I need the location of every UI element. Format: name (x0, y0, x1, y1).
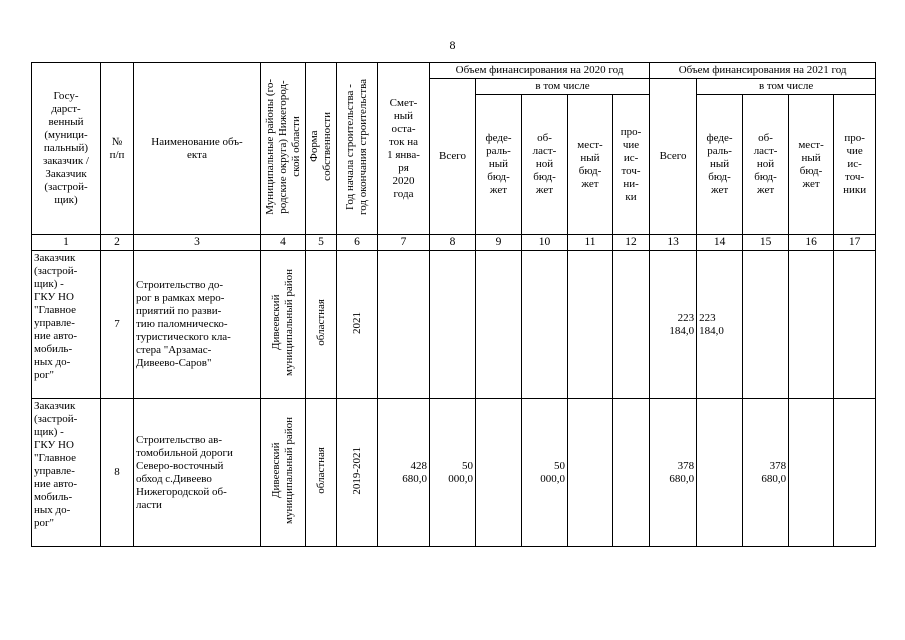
column-numbers-row (32, 235, 876, 251)
header-object-name: Наименование объ- екта (134, 63, 261, 235)
header-total-2021: Всего (650, 79, 697, 235)
col-number: 4 (261, 235, 306, 251)
col-number: 6 (337, 235, 378, 251)
col-number: 3 (134, 235, 261, 251)
row-other-2020 (613, 399, 650, 547)
header-regional-2021: об- ласт- ной бюд- жет (743, 95, 789, 235)
header-years: Год начала строительства - год окончания строительства (344, 78, 369, 215)
header-regional-2020: об- ласт- ной бюд- жет (522, 95, 568, 235)
row-local-2021 (789, 251, 834, 399)
header-federal-2020: феде- раль- ный бюд- жет (476, 95, 522, 235)
row-local-2020 (568, 399, 613, 547)
header-local-2021: мест- ный бюд- жет (789, 95, 834, 235)
col-number: 7 (378, 235, 430, 251)
row-object-name: Строительство до- рог в рамках меро- приятий по разви- тию паломническо- туристического кла- стера "Арзамас- Дивеево-Саров" (134, 251, 261, 399)
col-number: 13 (650, 235, 697, 251)
row-regional-2020 (522, 251, 568, 399)
header-federal-2021: феде- раль- ный бюд- жет (697, 95, 743, 235)
header-estimate: Смет- ный остa- ток на 1 янва- ря 2020 года (378, 63, 430, 235)
row-years-cell (337, 399, 378, 547)
row-estimate: 428 680,0 (378, 399, 430, 547)
col-number: 1 (32, 235, 101, 251)
row-estimate (378, 251, 430, 399)
row-local-2020 (568, 251, 613, 399)
row-customer: Заказчик (застрой- щик) - ГКУ НО "Главное управле- ние авто- мобиль- ных до- рог" (32, 251, 101, 399)
row-ownership: областная (314, 447, 327, 494)
header-district: Муниципальные районы (го- родские округа) Нижегород- ской области (263, 78, 302, 215)
col-number: 15 (743, 235, 789, 251)
row-federal-2020 (476, 251, 522, 399)
col-number: 9 (476, 235, 522, 251)
row-ownership: областная (314, 299, 327, 346)
page-number: 8 (449, 38, 456, 52)
col-number: 11 (568, 235, 613, 251)
header-customer: Госу- дарст- венный (муници- пальный) заказчик / Заказчик (застрой- щик) (32, 63, 101, 235)
col-number: 14 (697, 235, 743, 251)
header-other-2020: про- чие ис- точ- ни- ки (613, 95, 650, 235)
header-fin-2021: Объем финансирования на 2021 год (650, 63, 876, 79)
col-number: 8 (430, 235, 476, 251)
row-federal-2020 (476, 399, 522, 547)
header-years-cell (337, 63, 378, 235)
row-federal-2021 (697, 399, 743, 547)
row-ownership-cell (306, 399, 337, 547)
header-num: № п/п (101, 63, 134, 235)
col-number: 16 (789, 235, 834, 251)
col-number: 17 (834, 235, 876, 251)
financing-table (31, 62, 876, 547)
row-regional-2021 (743, 251, 789, 399)
row-num: 7 (101, 251, 134, 399)
row-total-2020: 50 000,0 (430, 399, 476, 547)
col-number: 10 (522, 235, 568, 251)
row-district-cell (261, 399, 306, 547)
header-ownership: Форма собственности (308, 112, 333, 181)
row-total-2021: 223 184,0 (650, 251, 697, 399)
row-other-2021 (834, 251, 876, 399)
row-district-cell (261, 251, 306, 399)
col-number: 12 (613, 235, 650, 251)
row-federal-2021: 223 184,0 (697, 251, 743, 399)
row-other-2021 (834, 399, 876, 547)
table-row (32, 399, 876, 547)
table-row (32, 251, 876, 399)
col-number: 2 (101, 235, 134, 251)
row-years-cell (337, 251, 378, 399)
row-years: 2021 (350, 311, 363, 334)
header-including-2020: в том числе (476, 79, 650, 95)
row-other-2020 (613, 251, 650, 399)
row-ownership-cell (306, 251, 337, 399)
row-object-name: Строительство ав- томобильной дороги Северо-восточный обход с.Дивеево Нижегородской об- ласти (134, 399, 261, 547)
row-local-2021 (789, 399, 834, 547)
header-total-2020: Всего (430, 79, 476, 235)
row-num: 8 (101, 399, 134, 547)
col-number: 5 (306, 235, 337, 251)
header-other-2021: про- чие ис- точ- ники (834, 95, 876, 235)
row-regional-2020: 50 000,0 (522, 399, 568, 547)
row-total-2021: 378 680,0 (650, 399, 697, 547)
row-district: Дивеевский муниципальный район (270, 417, 295, 524)
header-district-cell (261, 63, 306, 235)
header-fin-2020: Объем финансирования на 2020 год (430, 63, 650, 79)
row-regional-2021: 378 680,0 (743, 399, 789, 547)
row-district: Дивеевский муниципальный район (270, 269, 295, 376)
header-ownership-cell (306, 63, 337, 235)
row-customer: Заказчик (застрой- щик) - ГКУ НО "Главное управле- ние авто- мобиль- ных до- рог" (32, 399, 101, 547)
row-years: 2019-2021 (350, 446, 363, 495)
header-including-2021: в том числе (697, 79, 876, 95)
header-local-2020: мест- ный бюд- жет (568, 95, 613, 235)
row-total-2020 (430, 251, 476, 399)
